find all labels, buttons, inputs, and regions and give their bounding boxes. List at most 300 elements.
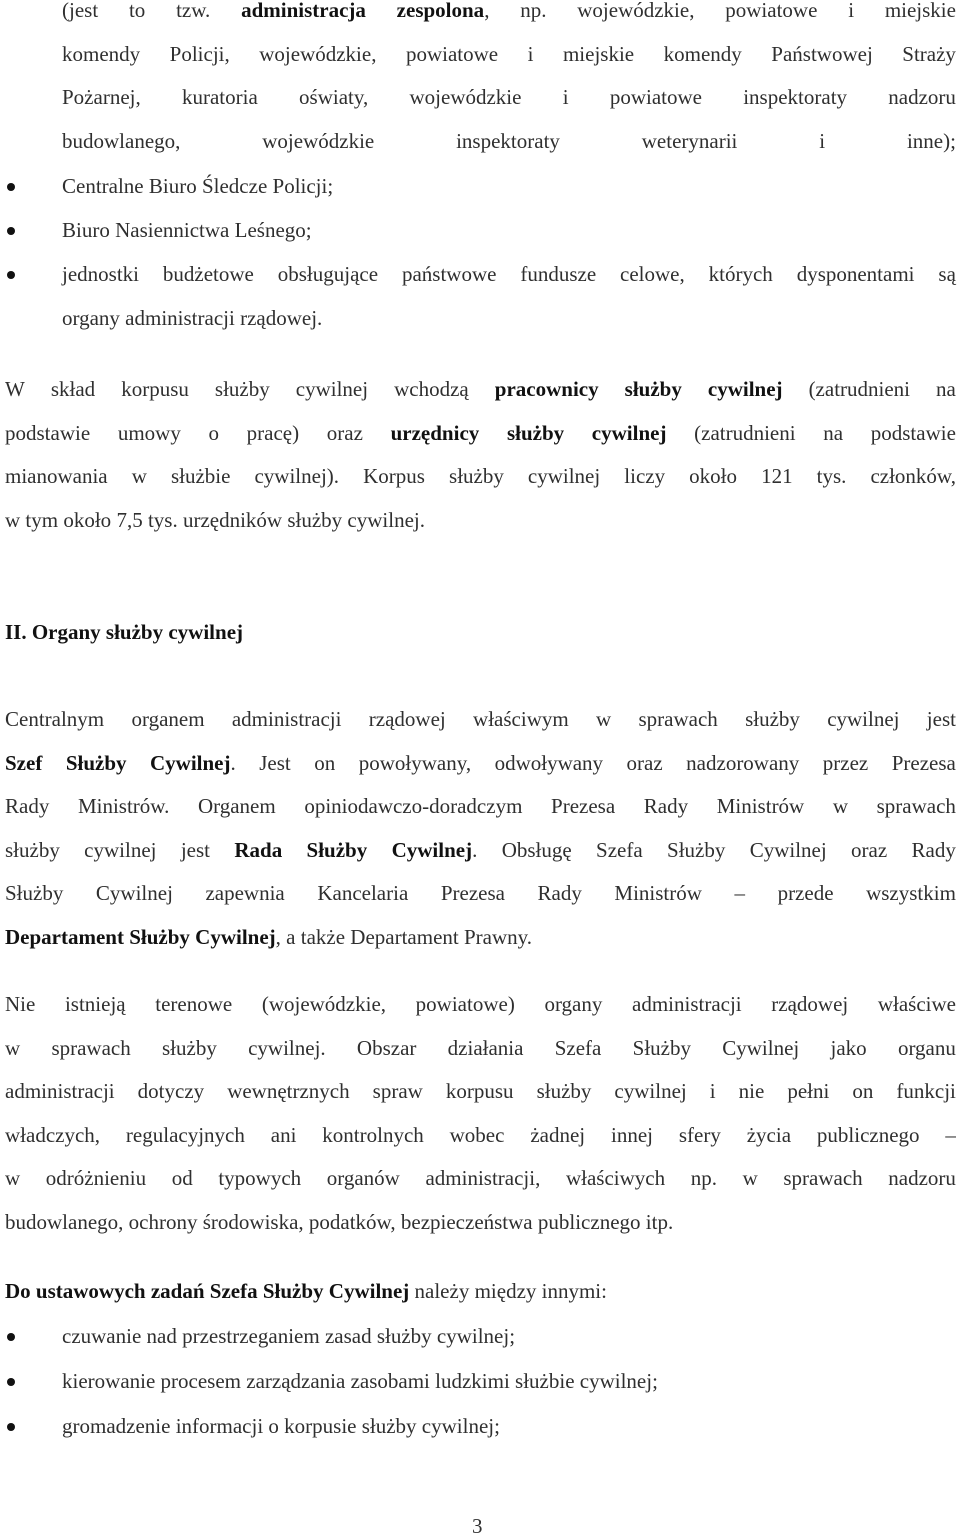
bold-text: urzędnicy [390,420,480,445]
text: 7,5 [116,507,143,532]
text: inne); [906,128,956,153]
word [327,419,363,447]
text: życia [746,1122,792,1147]
text: podstawie [5,420,91,445]
text: wojewódzkie [409,85,522,109]
word [51,375,95,403]
word [725,0,817,24]
word: jednostki [62,262,139,286]
text: Szefa [596,837,643,862]
bullet-item [62,260,956,288]
text: skład [50,377,96,401]
word [625,375,682,403]
word [262,127,374,155]
text: w [832,794,849,818]
text: pełni [787,1079,830,1103]
word [611,1121,653,1149]
word [363,462,425,490]
word: obsługujące [277,262,379,286]
text-line [5,749,956,777]
word [307,836,368,864]
word [610,83,702,111]
word [62,127,180,155]
text: Ministrów [716,794,805,818]
word [441,879,505,907]
text: . [472,837,478,862]
word [563,40,634,68]
word [46,1164,146,1192]
text: ani [270,1122,297,1147]
text: Służby [667,837,726,862]
word [817,462,847,490]
text: Prawny. [464,924,533,949]
word [234,836,282,864]
word [596,705,611,733]
text-line [5,836,956,864]
word [176,0,210,24]
text: Obsługę [501,837,572,862]
word [5,792,49,820]
text: mianowania [5,464,108,488]
word [5,1034,20,1062]
word [172,1164,193,1192]
text: Pożarnej, [62,85,141,109]
text: nadzoru [888,85,956,109]
text-line [5,879,956,907]
text-line [5,506,425,534]
text: właściwe [877,992,956,1016]
bullet-item: gromadzenie informacji o korpusie służby cywilnej; [62,1414,500,1438]
word [262,990,386,1018]
text: wojewódzkie [262,128,375,153]
text: (zatrudnieni [694,420,796,445]
word [131,705,204,733]
bold-text: Rada [234,837,283,862]
bold-text: Służby [65,750,127,775]
word [743,1164,758,1192]
word [735,879,746,907]
text-line [5,1164,956,1192]
bullet-item: Biuro Nasiennictwa Leśnego; [62,218,312,242]
word [205,879,284,907]
text: publicznego [537,1209,641,1234]
text: właściwym [473,707,569,731]
text: publicznego [816,1122,920,1147]
text: budowlanego, [5,1209,124,1234]
word [851,836,887,864]
text: członków, [870,464,956,488]
word [823,749,868,777]
word [62,83,141,111]
word [215,375,270,403]
text: wchodzą [394,377,469,401]
word [5,419,90,447]
text: jako [830,1035,867,1060]
text: korpusu [445,1079,514,1103]
text: ochrony [128,1209,198,1234]
text: administracji [5,1079,115,1103]
text: nie [738,1079,765,1103]
text: odwoływany [494,750,604,775]
word [614,879,702,907]
text: w [131,464,147,488]
word [745,705,800,733]
word [182,83,258,111]
text: oraz [851,837,888,862]
text: i [562,85,569,109]
text: np. [520,0,547,22]
word [394,375,469,403]
text: Policji, [169,41,230,66]
word [5,462,108,490]
text: istnieją [64,992,126,1016]
word [96,879,173,907]
word [722,1034,799,1062]
word [150,749,236,777]
text: cywilnej [827,707,900,731]
text: powiatowe [609,85,702,109]
word [5,1164,20,1192]
word [304,792,522,820]
text: wszystkim [866,881,956,905]
text: regulacyjnych [125,1122,245,1147]
text: Cywilnej [722,1035,800,1060]
word [892,749,956,777]
text: na [823,420,844,445]
text-line [5,1208,673,1236]
text: Organem [197,794,276,818]
text: tys. [147,507,178,532]
text: pracę) [246,420,300,445]
text: organem [131,707,205,731]
word [642,127,738,155]
text: służby [214,377,270,401]
text: w [5,1035,21,1060]
text: Ministrów. [77,794,170,818]
word [537,1077,592,1105]
word: dysponentami [796,262,915,286]
word [771,990,848,1018]
word [877,792,956,820]
bold-text: zespolona [396,0,485,22]
word [121,375,189,403]
text: np. [690,1166,717,1190]
text: w [742,1166,758,1190]
text: umowy [117,420,181,445]
text: Rady [537,881,582,905]
bullet-item-continuation: organy administracji rządowej. [62,306,323,330]
word [783,1164,862,1192]
text-line [5,705,956,733]
word [391,419,480,447]
bullet-dot [7,1378,15,1386]
word [181,836,210,864]
word [248,1034,326,1062]
word [5,375,25,403]
text: 121 [761,464,793,488]
text: Ministrów [614,881,702,905]
word [5,879,63,907]
word [831,1034,867,1062]
text: Prezesa [440,881,505,905]
text: rządowej [771,992,849,1016]
word [871,419,956,447]
word [5,1077,115,1105]
text: odróżnieniu [45,1166,147,1190]
word [254,462,339,490]
text: funkcji [896,1079,956,1103]
text: sprawach [876,794,956,818]
text: administracji [231,707,342,731]
word [138,1077,204,1105]
word [51,1034,130,1062]
text: (wojewódzkie, [261,992,387,1016]
text: i [709,1079,716,1103]
text: żadnej [530,1122,586,1147]
word [538,879,582,907]
word [62,40,140,68]
text: inspektoraty [743,85,848,109]
text: oraz [326,420,363,445]
tasks-intro-bold: Do ustawowych zadań Szefa Służby Cywilnej [5,1279,410,1303]
word [592,419,667,447]
text-line [62,0,956,24]
text: kontrolnych [322,1122,424,1147]
word [566,1164,665,1192]
word [885,0,956,24]
text: Korpus [363,464,425,488]
word [710,1077,716,1105]
word [902,40,956,68]
text: środowiska, [202,1209,304,1234]
word [446,1077,514,1105]
bold-text: służby [506,420,565,445]
text: urzędników [182,507,283,532]
word [322,1121,423,1149]
text-line [5,1034,956,1062]
text: Kancelaria [317,881,409,905]
text: sprawach [783,1166,863,1190]
bold-text: pracownicy [494,377,599,401]
text: cywilnej [527,464,601,488]
word [945,1121,956,1149]
text: on [314,750,336,775]
word [327,1164,400,1192]
text-line [5,419,956,447]
text: inspektoraty [456,128,560,153]
text-line [5,375,956,403]
text: – [734,881,745,905]
word [495,749,604,777]
word [694,419,795,447]
text: powoływany, [358,750,472,775]
text: w [596,707,612,731]
word [750,836,827,864]
word [296,375,368,403]
text: innej [611,1122,653,1147]
text: Cywilnej [749,837,827,862]
word [507,419,564,447]
bold-text: Cywilnej [195,924,276,949]
bullet-dot [7,271,15,279]
text: działania [447,1035,524,1060]
word [299,83,368,111]
text: około [63,507,112,532]
text: nadzorowany [686,750,800,775]
word [129,0,145,24]
word [62,0,98,24]
text: rządowej [368,707,446,731]
text: Centralnym [5,707,105,731]
text: spraw [372,1079,423,1103]
text: oświaty, [299,85,369,109]
word [473,705,569,733]
word [644,792,688,820]
word [84,836,156,864]
word [667,836,725,864]
word [410,83,522,111]
word [5,705,104,733]
text: jest [180,837,210,862]
word [520,0,546,24]
text: zapewnia [205,881,285,905]
word [679,1121,721,1149]
text: i [848,0,855,22]
text: weterynarii [641,128,738,153]
bold-text: Departament [5,924,124,949]
word [544,990,602,1018]
text: cywilnej [295,377,369,401]
text: w [5,1166,21,1190]
text: służby [745,707,800,731]
page-number: 3 [472,1514,483,1538]
word [870,462,956,490]
text-line [5,1077,956,1105]
word [638,705,717,733]
text: wojewódzkie, [259,41,377,66]
text: typowych [218,1166,302,1190]
text: przede [777,881,834,905]
word [209,419,220,447]
text: organu [897,1035,956,1060]
word [449,462,504,490]
word [878,990,956,1018]
word [373,1077,423,1105]
text: i [527,41,534,66]
word [198,792,276,820]
bold-text: cywilnej [591,420,667,445]
word [555,1034,602,1062]
text: miejskie [562,41,635,66]
word [664,40,742,68]
word [898,1034,956,1062]
word [624,462,665,490]
word [771,40,873,68]
text: jest [926,707,956,731]
word [259,40,376,68]
text: budowlanego, [62,128,181,153]
text: właściwych [565,1166,666,1190]
word [888,1164,956,1192]
word [392,836,478,864]
text: komendy [62,41,141,66]
word [314,749,335,777]
text: , [275,924,281,949]
text: Rady [911,837,956,862]
word [247,419,299,447]
text: oraz [626,750,663,775]
text: itp. [645,1209,674,1234]
text: W [5,377,25,401]
text: Departament [350,924,459,949]
word [448,1034,524,1062]
word [5,990,35,1018]
word [912,836,956,864]
text-line [5,1121,956,1149]
text: powiatowe [725,0,818,22]
text: . [230,750,236,775]
text: nadzoru [888,1166,956,1190]
word [809,375,910,403]
text-line [5,923,532,951]
text: cywilnej [614,1079,687,1103]
text: służby [449,464,504,488]
text: Służby [632,1035,691,1060]
text: , [484,0,490,22]
text-line [62,127,956,155]
word [866,879,956,907]
text: od [171,1166,193,1190]
text: tzw. [176,0,211,22]
text: komendy [663,41,742,66]
text: powiatowe [405,41,499,66]
word [259,749,291,777]
text: sprawach [638,707,718,731]
bold-text: cywilnej [707,377,783,401]
word [823,419,843,447]
word: fundusze [520,262,597,286]
text: (zatrudnieni [808,377,911,401]
word [425,1164,540,1192]
word [227,1077,349,1105]
text: on [852,1079,874,1103]
text: sfery [678,1122,721,1147]
text: podstawie [870,420,956,445]
text-line [62,83,956,111]
word [936,375,956,403]
text: służby [5,837,60,862]
text: tys. [816,464,847,488]
word [132,462,147,490]
word [218,1164,301,1192]
word [627,749,663,777]
text: władczych, [5,1122,101,1147]
text: cywilnej [84,837,157,862]
bullet-item: Centralne Biuro Śledcze Policji; [62,174,334,198]
text: to [128,0,146,22]
bullet-dot [7,1423,15,1431]
text: powiatowe) [415,992,515,1016]
word [66,749,127,777]
text: (jest [62,0,99,22]
word [232,705,342,733]
word [155,990,232,1018]
word: są [938,262,956,286]
text: opiniodawczo-doradczym [304,794,523,818]
word [747,1121,791,1149]
text: – [945,1122,956,1147]
word [241,0,366,24]
